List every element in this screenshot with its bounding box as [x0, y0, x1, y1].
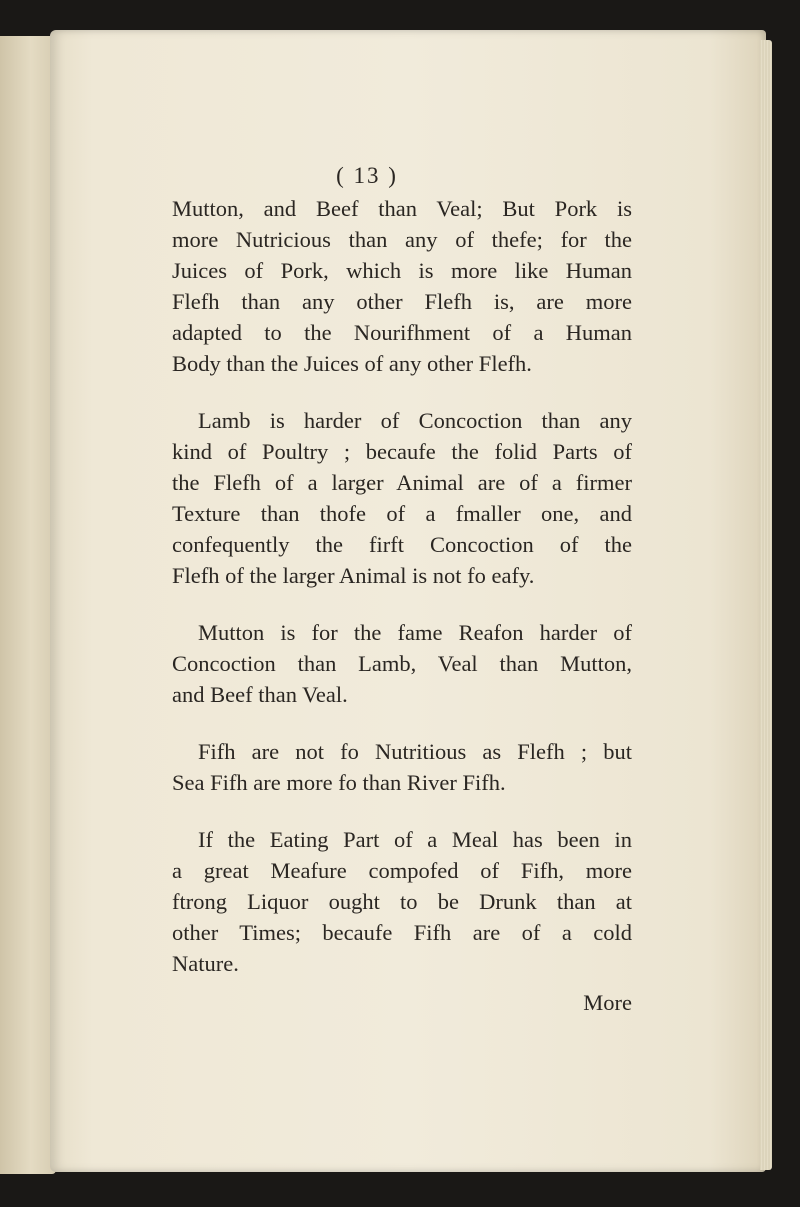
paragraph: [172, 736, 632, 798]
left-page-edge: [0, 36, 56, 1174]
paragraph: [172, 193, 632, 379]
text-line: adapted to the Nourifhment of a Human: [172, 320, 632, 345]
text-line: ftrong Liquor ought to be Drunk than at: [172, 889, 632, 914]
text-line: the Flefh of a larger Animal are of a firmer: [172, 470, 632, 495]
text-line: If the Eating Part of a Meal has been in: [198, 827, 632, 852]
paragraph: [172, 617, 632, 710]
text-line: Fifh are not fo Nutritious as Flefh ; but: [198, 739, 632, 764]
text-line: Concoction than Lamb, Veal than Mutton,: [172, 651, 632, 676]
text-line: Mutton is for the fame Reafon harder of: [198, 620, 632, 645]
text-line: Sea Fifh are more fo than River Fifh.: [172, 770, 506, 795]
text-line: Texture than thofe of a fmaller one, and: [172, 501, 632, 526]
paragraph: [172, 824, 632, 979]
page-number: ( 13 ): [336, 163, 398, 188]
text-line: Flefh of the larger Animal is not fo eafy.: [172, 563, 535, 588]
text-line: more Nutricious than any of thefe; for the: [172, 227, 632, 252]
text-line: other Times; becaufe Fifh are of a cold: [172, 920, 632, 945]
text-line: Nature.: [172, 951, 239, 976]
text-line: Juices of Pork, which is more like Human: [172, 258, 632, 283]
page-text: [172, 160, 632, 1018]
text-line: Lamb is harder of Concoction than any: [198, 408, 632, 433]
text-line: Body than the Juices of any other Flefh.: [172, 351, 532, 376]
text-line: a great Meafure compofed of Fifh, more: [172, 858, 632, 883]
paragraph: [172, 405, 632, 591]
page-stack-edge: [760, 40, 772, 1170]
text-line: and Beef than Veal.: [172, 682, 348, 707]
text-line: confequently the firft Concoction of the: [172, 532, 632, 557]
text-line: Mutton, and Beef than Veal; But Pork is: [172, 196, 632, 221]
text-line: Flefh than any other Flefh is, are more: [172, 289, 632, 314]
text-line: kind of Poultry ; becaufe the folid Parts of: [172, 439, 632, 464]
catchword: More: [583, 990, 632, 1015]
